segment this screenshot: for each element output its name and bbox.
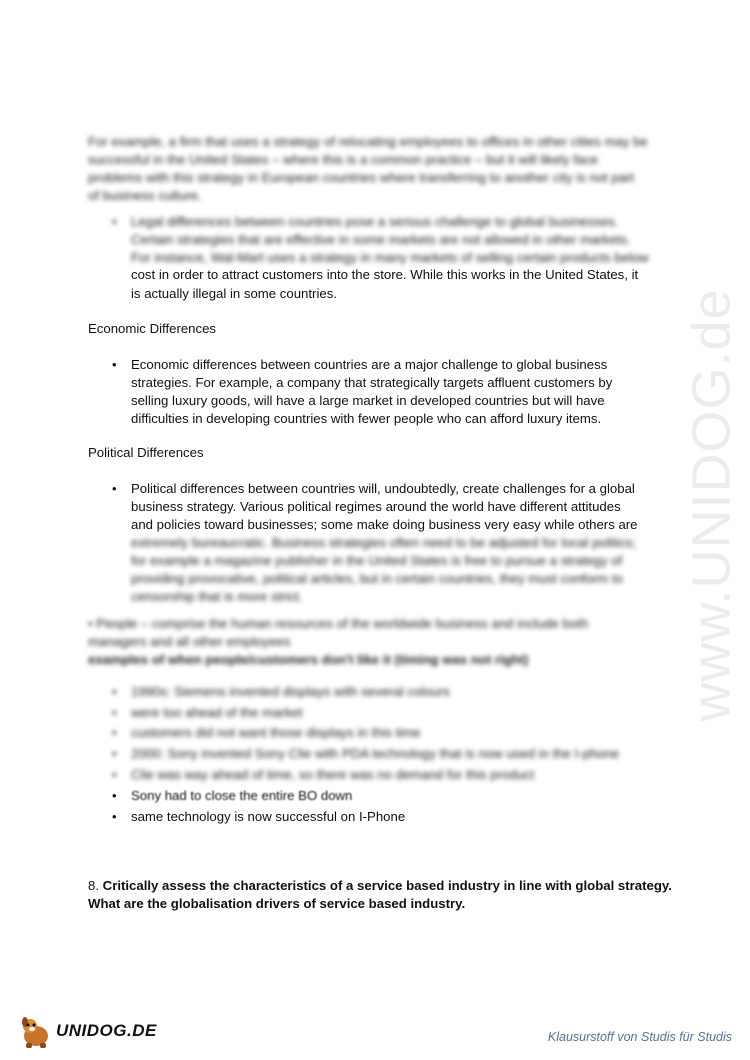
legal-line-1: Legal differences between countries pose a serious challenge to global businesses. bbox=[131, 214, 619, 229]
question-8-line-2: What are the globalisation drivers of service based industry. bbox=[88, 896, 466, 911]
political-line-7: censorship that is more strict. bbox=[131, 589, 303, 604]
bullet-marker: • bbox=[112, 788, 117, 803]
political-heading: Political Differences bbox=[88, 445, 204, 460]
political-line-2: business strategy. Various political regimes around the world have different attitudes bbox=[131, 499, 621, 514]
political-line-4: extremely bureaucratic. Business strategies often need to be adjusted for local politics; bbox=[131, 535, 637, 550]
economic-line-1: Economic differences between countries are a major challenge to global business bbox=[131, 357, 608, 372]
legal-line-3: For instance, Wal-Mart uses a strategy in many markets of selling certain products below bbox=[131, 250, 649, 265]
example-item-4: 2000: Sony invented Sony Clie with PDA technology that is now used in the I-phone bbox=[131, 746, 620, 761]
economic-heading: Economic Differences bbox=[88, 321, 217, 336]
watermark bbox=[682, 270, 742, 740]
political-line-5: for example a magazine publisher in the United States is free to pursue a strategy of bbox=[131, 553, 623, 568]
bullet-marker: • bbox=[112, 357, 117, 372]
people-line-1: • People – comprise the human resources of the worldwide business and include both bbox=[88, 616, 589, 631]
intro-line-4: of business culture. bbox=[88, 188, 202, 203]
bullet-marker: • bbox=[112, 809, 117, 824]
intro-line-3: problems with this strategy in European countries where transferring to another city is not part bbox=[88, 170, 635, 185]
intro-line-1: For example, a firm that uses a strategy of relocating employees to offices in other cities may be bbox=[88, 134, 648, 149]
economic-line-4: difficulties in developing countries with fewer people who can afford luxury items. bbox=[131, 411, 602, 426]
example-item-1: 1990s: Siemens invented displays with several colours bbox=[131, 684, 450, 699]
legal-line-2: Certain strategies that are effective in some markets are not allowed in other markets. bbox=[131, 232, 631, 247]
political-line-1: Political differences between countries will, undoubtedly, create challenges for a global bbox=[131, 481, 635, 496]
political-line-6: providing provocative, political articles, but in certain countries, they must conform to bbox=[131, 571, 623, 586]
bullet-marker: • bbox=[112, 705, 117, 720]
example-item-6: Sony had to close the entire BO down bbox=[131, 788, 353, 803]
footer-tagline: Klausurstoff von Studis für Studis bbox=[547, 1030, 732, 1044]
example-item-3: customers did not want those displays in this time bbox=[131, 725, 421, 740]
question-number: 8. bbox=[88, 878, 99, 893]
bullet-marker: • bbox=[112, 481, 117, 496]
dog-icon bbox=[16, 1014, 56, 1050]
legal-line-4: cost in order to attract customers into the store. While this works in the United States, it bbox=[131, 267, 639, 282]
examples-heading: examples of when people/customers don't like it (timing was not right) bbox=[88, 652, 529, 667]
economic-line-2: strategies. For example, a company that strategically targets affluent customers by bbox=[131, 375, 613, 390]
watermark-text: www.UNIDOG.de bbox=[682, 288, 742, 722]
example-item-7: same technology is now successful on I-Phone bbox=[131, 809, 406, 824]
intro-line-2: successful in the United States – where this is a common practice – but it will likely face bbox=[88, 152, 599, 167]
question-8-line-1 bbox=[88, 877, 672, 895]
economic-line-3: selling luxury goods, will have a large market in developed countries but will have bbox=[131, 393, 605, 408]
political-line-3: and policies toward businesses; some make doing business very easy while others are bbox=[131, 517, 638, 532]
example-item-5: Clie was way ahead of time, so there was no demand for this product bbox=[131, 767, 535, 782]
question-text-1: Critically assess the characteristics of a service based industry in line with global strategy. bbox=[102, 878, 672, 893]
example-item-2: were too ahead of the market bbox=[131, 705, 303, 720]
bullet-marker: • bbox=[112, 684, 117, 699]
bullet-marker: • bbox=[112, 725, 117, 740]
people-line-2: managers and all other employees bbox=[88, 634, 291, 649]
legal-line-5: is actually illegal in some countries. bbox=[131, 286, 337, 301]
bullet-marker: • bbox=[112, 746, 117, 761]
logo-text: UNIDOG.DE bbox=[56, 1021, 157, 1040]
bullet-marker: • bbox=[112, 767, 117, 782]
bullet-marker: • bbox=[112, 214, 117, 229]
unidog-logo bbox=[16, 1014, 156, 1050]
